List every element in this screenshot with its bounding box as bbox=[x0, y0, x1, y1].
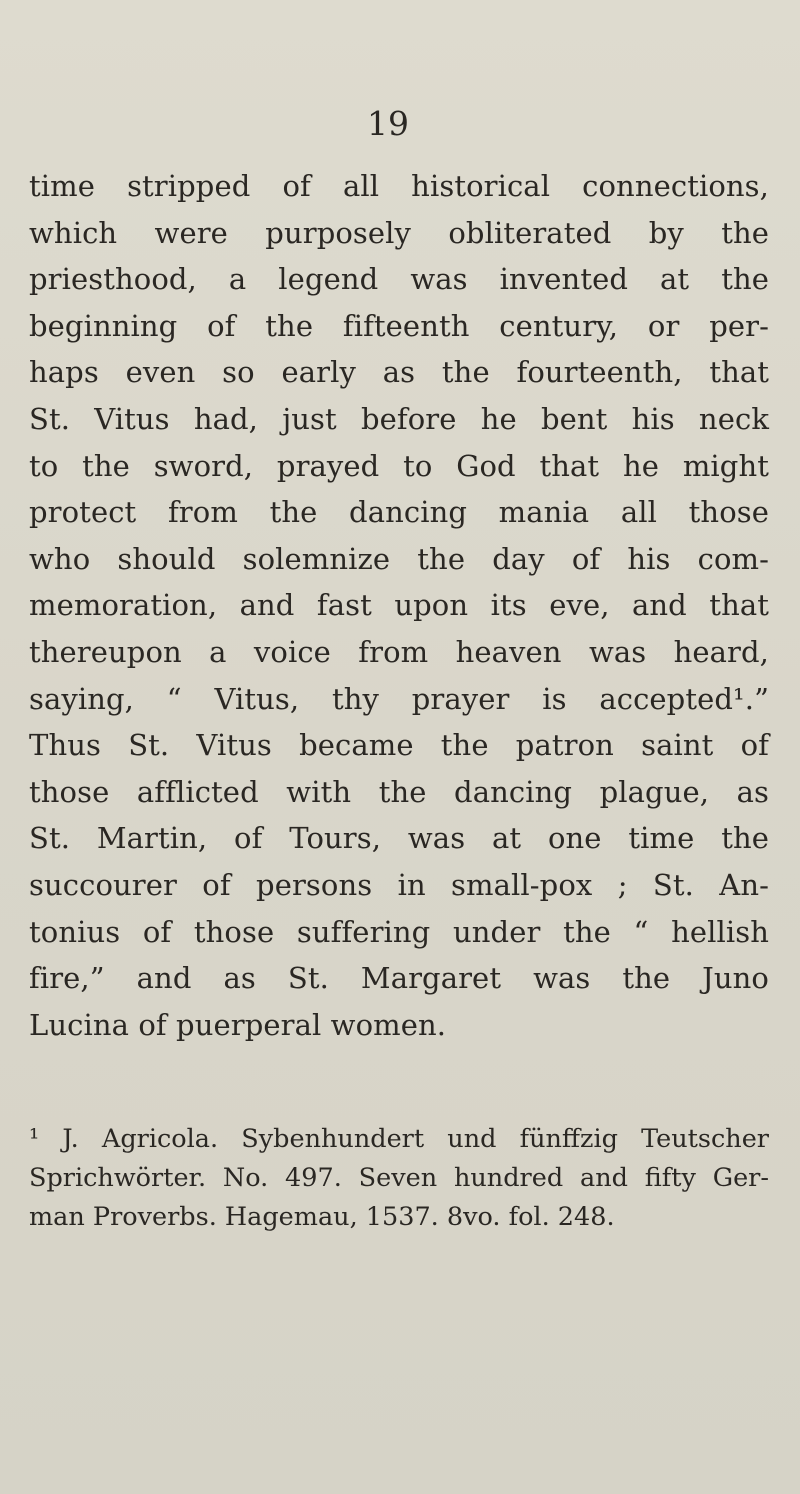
text-line: time stripped of all historical connections, bbox=[29, 169, 769, 203]
text-line: St. Martin, of Tours, was at one time the bbox=[29, 821, 769, 856]
body-text bbox=[29, 163, 769, 1048]
text-line: haps even so early as the fourteenth, that bbox=[29, 355, 769, 390]
text-line: tonius of those suffering under the “ hellish bbox=[29, 914, 769, 949]
text-line: beginning of the fifteenth century, or per- bbox=[29, 308, 769, 343]
text-line: fire,” and as St. Margaret was the Juno bbox=[29, 961, 769, 996]
text-line: to the sword, prayed to God that he might bbox=[29, 448, 769, 483]
page-number: 19 bbox=[367, 104, 409, 143]
text-line: protect from the dancing mania all those bbox=[29, 495, 769, 530]
text-line: those afflicted with the dancing plague, as bbox=[29, 774, 769, 809]
text-line: thereupon a voice from heaven was heard, bbox=[29, 634, 769, 669]
text-line: Thus St. Vitus became the patron saint of bbox=[29, 728, 769, 763]
text-line: succourer of persons in small-pox ; St. An- bbox=[29, 867, 769, 902]
footnote-line: man Proverbs. Hagemau, 1537. 8vo. fol. 248. bbox=[29, 1202, 615, 1232]
text-line: which were purposely obliterated by the bbox=[29, 215, 769, 250]
footnote bbox=[29, 1120, 769, 1237]
text-line: priesthood, a legend was invented at the bbox=[29, 262, 769, 297]
text-line: Lucina of puerperal women. bbox=[29, 1007, 447, 1042]
text-line: memoration, and fast upon its eve, and that bbox=[29, 588, 769, 623]
text-line: saying, “ Vitus, thy prayer is accepted¹.” bbox=[29, 681, 769, 716]
text-line: St. Vitus had, just before he bent his neck bbox=[29, 401, 769, 436]
text-line: who should solemnize the day of his com- bbox=[29, 541, 769, 576]
footnote-line: Sprichwörter. No. 497. Seven hundred and fifty Ger- bbox=[29, 1163, 769, 1193]
footnote-line: ¹ J. Agricola. Sybenhundert und fünffzig Teutscher bbox=[29, 1124, 769, 1154]
